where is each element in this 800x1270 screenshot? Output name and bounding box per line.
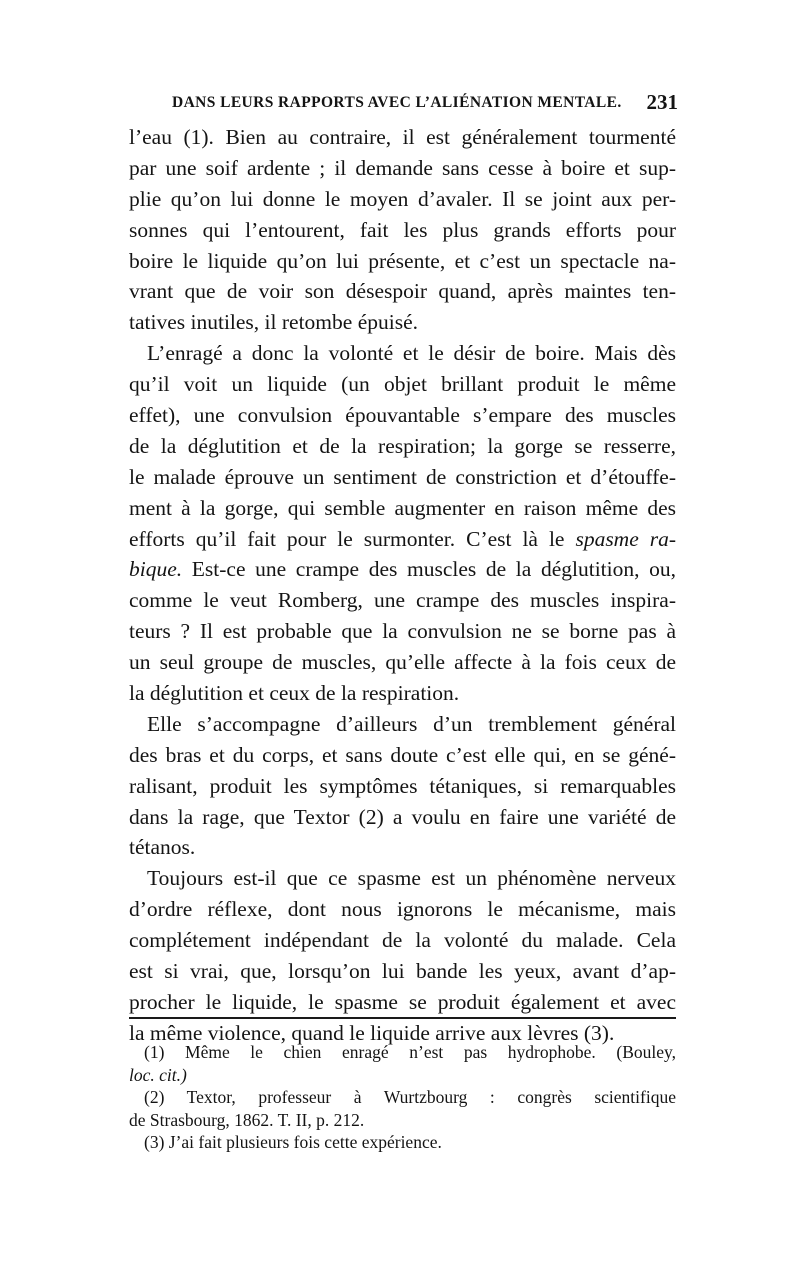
footnote-line: loc. cit.)	[129, 1064, 187, 1085]
text-line	[129, 554, 676, 585]
footnote-line: (1) Même le chien enragé n’est pas hydrophobe. (Bouley,	[144, 1042, 676, 1062]
body-text	[129, 122, 676, 1049]
text-line: plie qu’on lui donne le moyen d’avaler. Il se joint aux per-	[129, 186, 676, 211]
text-line: comme le veut Romberg, une crampe des muscles inspira-	[129, 588, 676, 613]
text-line: tétanos.	[129, 835, 196, 860]
text-line: Toujours est-il que ce spasme est un phénomène nerveux	[147, 866, 676, 891]
text-line: complétement indépendant de la volonté du malade. Cela	[129, 928, 676, 953]
text-line: l’eau (1). Bien au contraire, il est généralement tourmenté	[129, 125, 676, 149]
text-line: effet), une convulsion épouvantable s’empare des muscles	[129, 403, 676, 428]
text-line: Elle s’accompagne d’ailleurs d’un tremblement général	[147, 711, 676, 736]
text-line: le malade éprouve un sentiment de constriction et d’étouffe-	[129, 464, 676, 489]
text-segment: Est-ce une crampe des muscles de la déglutition, ou,	[182, 557, 676, 582]
text-line: L’enragé a donc la volonté et le désir de boire. Mais dès	[147, 341, 676, 366]
text-line: d’ordre réflexe, dont nous ignorons le mécanisme, mais	[129, 897, 676, 922]
text-line: ralisant, produit les symptômes tétaniques, si remarquables	[129, 773, 676, 798]
text-line: sonnes qui l’entourent, fait les plus grands efforts pour	[129, 217, 676, 242]
text-line: teurs ? Il est probable que la convulsion ne se borne pas à	[129, 619, 676, 644]
text-line: un seul groupe de muscles, qu’elle affecte à la fois ceux de	[129, 650, 676, 675]
italic-term: bique.	[129, 557, 183, 582]
footnote-line: (2) Textor, professeur à Wurtzbourg : congrès scientifique	[144, 1087, 676, 1107]
running-title: DANS LEURS RAPPORTS AVEC L’ALIÉNATION MENTALE.	[172, 94, 622, 111]
text-line: qu’il voit un liquide (un objet brillant produit le même	[129, 372, 676, 397]
text-line: dans la rage, que Textor (2) a voulu en faire une variété de	[129, 804, 676, 829]
footnote-line: (3) J’ai fait plusieurs fois cette expérience.	[144, 1132, 442, 1152]
text-line: des bras et du corps, et sans doute c’est elle qui, en se géné-	[129, 742, 676, 767]
text-line: ment à la gorge, qui semble augmenter en raison même des	[129, 495, 676, 520]
text-line: est si vrai, que, lorsqu’on lui bande les yeux, avant d’ap-	[129, 959, 676, 984]
italic-term: spasme ra-	[575, 526, 677, 551]
footnote-divider	[129, 1017, 676, 1019]
text-line: vrant que de voir son désespoir quand, après maintes ten-	[129, 279, 676, 304]
text-line: boire le liquide qu’on lui présente, et c’est un spectacle na-	[129, 248, 676, 273]
text-line: de la déglutition et de la respiration; la gorge se resserre,	[129, 433, 676, 458]
page-number: 231	[646, 90, 678, 114]
text-line: procher le liquide, le spasme se produit également et avec	[129, 989, 676, 1014]
footnote-line: de Strasbourg, 1862. T. II, p. 212.	[129, 1109, 365, 1130]
text-line	[129, 524, 676, 555]
running-header	[172, 86, 678, 120]
text-line: tatives inutiles, il retombe épuisé.	[129, 310, 418, 335]
text-segment: efforts qu’il fait pour le surmonter. C’est là le	[129, 526, 565, 551]
text-line: la déglutition et ceux de la respiration.	[129, 681, 460, 706]
text-line: la même violence, quand le liquide arrive aux lèvres (3).	[129, 1020, 615, 1045]
text-line: par une soif ardente ; il demande sans cesse à boire et sup-	[129, 155, 676, 180]
footnotes	[129, 1041, 676, 1154]
